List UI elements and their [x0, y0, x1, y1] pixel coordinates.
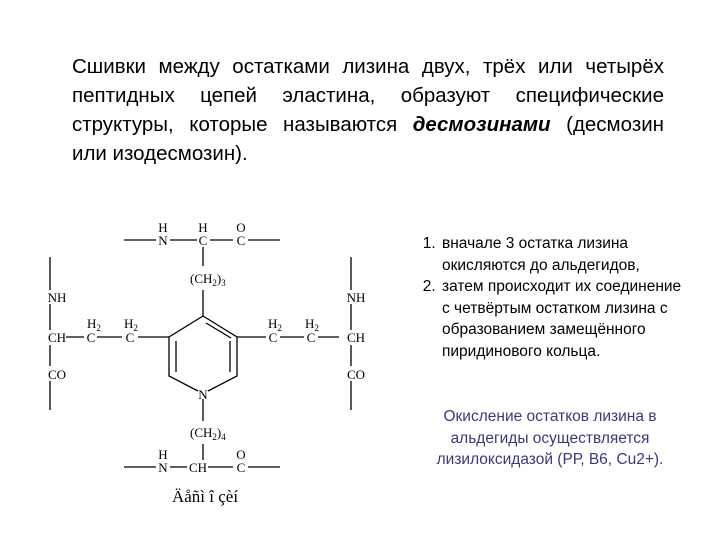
top-chain-close: )	[216, 271, 222, 286]
bottom-chain-close: )	[216, 425, 222, 440]
intro-text-end: (десмозин или изодесмозин).	[72, 113, 664, 165]
label-right-cb: C	[306, 330, 316, 345]
label-right-h2b: $H_2$	[305, 316, 319, 333]
label-top-chain	[190, 271, 226, 288]
bottom-chain-count: 4	[221, 432, 226, 442]
top-chain-sub: 2	[212, 278, 217, 288]
label-bottom-c: C	[236, 460, 246, 475]
top-chain-open: (CH	[190, 271, 213, 286]
label-left-h2b: $H_2$	[124, 316, 138, 333]
label-left-co: CO	[47, 367, 67, 382]
label-left-h2a: $H_2$	[87, 316, 101, 333]
intro-term-desmosine: десмозинами	[412, 113, 551, 136]
label-top-h1: H	[158, 220, 168, 235]
step-item-2: 2. затем происходит их соединение с четвёртым остатком лизина с образованием замещённого пиридинового кольца.	[440, 276, 690, 362]
label-left-nh: NH	[47, 290, 67, 305]
label-top-o: O	[236, 220, 246, 235]
label-bottom-ch: CH	[188, 460, 208, 475]
label-right-nh: NH	[346, 290, 366, 305]
label-right-h2a: $H_2$	[268, 316, 282, 333]
label-ring-n: N	[198, 387, 208, 402]
label-bottom-o: O	[236, 447, 246, 462]
label-top-h2: H	[198, 220, 208, 235]
label-left-cb: C	[125, 330, 135, 345]
process-steps	[400, 233, 690, 362]
label-top-c1: C	[198, 233, 208, 248]
intro-text-start: Сшивки между остатками лизина двух, трёх или четырёх пептидных цепей эластина, образуют специфические структуры, которые называются	[72, 55, 664, 136]
bottom-chain-open: (CH	[190, 425, 213, 440]
top-chain-count: 3	[221, 278, 226, 288]
label-right-ch: CH	[346, 330, 366, 345]
step-item-1: 1. вначале 3 остатка лизина окисляются до альдегидов,	[440, 233, 690, 276]
bottom-chain-sub: 2	[212, 432, 217, 442]
label-bottom-n: N	[158, 460, 168, 475]
label-bottom-h: H	[158, 447, 168, 462]
structure-caption: Äåñì î çèí	[171, 487, 239, 506]
ring-right-side	[203, 316, 237, 391]
label-left-ch: CH	[47, 330, 67, 345]
label-bottom-chain	[190, 425, 226, 442]
structure-labels	[48, 220, 366, 506]
label-left-ca: C	[86, 330, 96, 345]
label-top-c2: C	[236, 233, 246, 248]
oxidation-note: Окисление остатков лизина в альдегиды осуществляется лизилоксидазой (РР, В6, Cu2+).	[436, 408, 664, 468]
ring-left-side	[169, 316, 203, 391]
label-right-co: CO	[346, 367, 366, 382]
label-right-ca: C	[268, 330, 278, 345]
label-top-n: N	[158, 233, 168, 248]
